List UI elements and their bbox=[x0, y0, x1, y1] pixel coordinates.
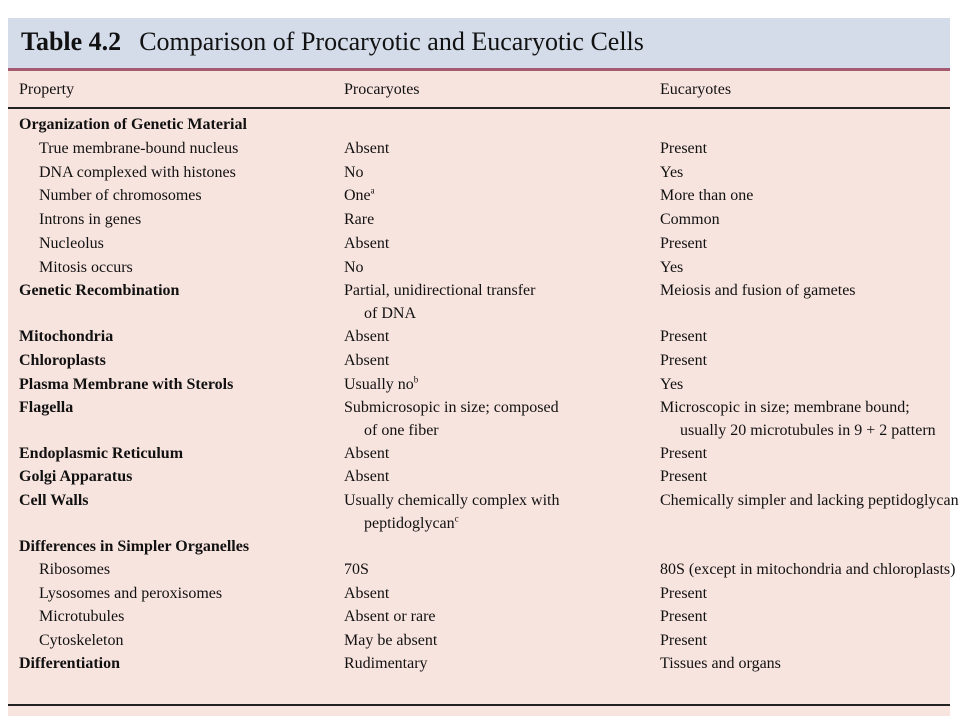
footer-rule bbox=[8, 704, 950, 706]
procaryotes-value: Partial, unidirectional transfer bbox=[344, 282, 536, 299]
procaryotes-value: Absent bbox=[344, 352, 390, 369]
procaryotes-value: Rudimentary bbox=[344, 655, 428, 672]
eucaryotes-value-continuation: usually 20 microtubules in 9 + 2 pattern bbox=[680, 422, 936, 439]
property-cell: Introns in genes bbox=[39, 211, 142, 228]
property-cell: DNA complexed with histones bbox=[39, 164, 236, 181]
eucaryotes-cell bbox=[660, 396, 936, 442]
procaryotes-value: Usually no bbox=[344, 376, 414, 393]
property-cell: Microtubules bbox=[39, 608, 125, 625]
procaryotes-cell bbox=[344, 582, 389, 605]
procaryotes-cell bbox=[344, 325, 389, 348]
footnote-marker: a bbox=[370, 185, 375, 196]
table-caption: Comparison of Procaryotic and Eucaryotic Cells bbox=[139, 27, 644, 56]
table-panel bbox=[8, 18, 959, 716]
procaryotes-value: Absent bbox=[344, 328, 390, 345]
eucaryotes-cell bbox=[660, 161, 683, 184]
procaryotes-value: Absent bbox=[344, 235, 390, 252]
eucaryotes-value: Yes bbox=[660, 259, 684, 276]
eucaryotes-cell bbox=[660, 325, 707, 348]
procaryotes-cell bbox=[344, 442, 389, 465]
procaryotes-value: Rare bbox=[344, 211, 375, 228]
eucaryotes-value: Present bbox=[660, 328, 708, 345]
eucaryotes-value: Present bbox=[660, 445, 708, 462]
eucaryotes-value: Present bbox=[660, 585, 708, 602]
procaryotes-cell bbox=[344, 137, 389, 160]
procaryotes-cell bbox=[344, 465, 389, 488]
property-cell: Differences in Simpler Organelles bbox=[19, 538, 250, 555]
table-number: Table 4.2 bbox=[21, 27, 122, 56]
procaryotes-cell bbox=[344, 396, 559, 442]
property-cell: Lysosomes and peroxisomes bbox=[39, 585, 223, 602]
procaryotes-value: Absent bbox=[344, 468, 390, 485]
procaryotes-cell bbox=[344, 232, 389, 255]
procaryotes-value: Absent bbox=[344, 445, 390, 462]
procaryotes-cell bbox=[344, 184, 375, 207]
eucaryotes-cell bbox=[660, 373, 683, 396]
property-cell: Number of chromosomes bbox=[39, 187, 202, 204]
procaryotes-value: No bbox=[344, 164, 364, 181]
property-cell: Mitosis occurs bbox=[39, 259, 133, 276]
header-rule bbox=[8, 107, 950, 109]
procaryotes-value: May be absent bbox=[344, 632, 438, 649]
eucaryotes-cell bbox=[660, 489, 959, 512]
title-divider bbox=[8, 68, 950, 71]
procaryotes-cell bbox=[344, 605, 436, 628]
procaryotes-cell bbox=[344, 629, 437, 652]
eucaryotes-cell bbox=[660, 629, 707, 652]
property-cell: True membrane-bound nucleus bbox=[39, 140, 239, 157]
procaryotes-cell bbox=[344, 489, 560, 535]
property-cell: Nucleolus bbox=[39, 235, 104, 252]
procaryotes-cell bbox=[344, 161, 364, 184]
column-header-eucaryotes: Eucaryotes bbox=[660, 81, 732, 98]
procaryotes-value-line2 bbox=[344, 512, 560, 535]
eucaryotes-value: Common bbox=[660, 211, 720, 228]
eucaryotes-cell bbox=[660, 442, 707, 465]
eucaryotes-cell bbox=[660, 232, 707, 255]
property-cell: Flagella bbox=[19, 399, 74, 416]
eucaryotes-value: Present bbox=[660, 352, 708, 369]
procaryotes-cell bbox=[344, 256, 364, 279]
eucaryotes-cell bbox=[660, 137, 707, 160]
property-cell: Ribosomes bbox=[39, 561, 111, 578]
procaryotes-value: No bbox=[344, 259, 364, 276]
procaryotes-cell bbox=[344, 208, 374, 231]
eucaryotes-value: Present bbox=[660, 608, 708, 625]
eucaryotes-cell bbox=[660, 349, 707, 372]
procaryotes-cell bbox=[344, 279, 535, 325]
property-cell: Golgi Apparatus bbox=[19, 468, 133, 485]
eucaryotes-cell bbox=[660, 605, 707, 628]
eucaryotes-value: 80S (except in mitochondria and chloroplasts) bbox=[660, 561, 956, 578]
property-cell: Cytoskeleton bbox=[39, 632, 124, 649]
eucaryotes-value: Present bbox=[660, 468, 708, 485]
table-title bbox=[21, 27, 644, 57]
eucaryotes-value: Tissues and organs bbox=[660, 655, 781, 672]
eucaryotes-cell bbox=[660, 208, 720, 231]
procaryotes-value: Usually chemically complex with bbox=[344, 492, 560, 509]
eucaryotes-value: More than one bbox=[660, 187, 754, 204]
procaryotes-value: Absent or rare bbox=[344, 608, 436, 625]
eucaryotes-cell bbox=[660, 652, 781, 675]
procaryotes-value-continuation: peptidoglycan bbox=[364, 515, 455, 532]
eucaryotes-cell bbox=[660, 184, 753, 207]
column-header-procaryotes: Procaryotes bbox=[344, 81, 420, 98]
procaryotes-cell bbox=[344, 373, 418, 396]
procaryotes-value: Absent bbox=[344, 140, 390, 157]
eucaryotes-value: Yes bbox=[660, 376, 684, 393]
property-cell: Endoplasmic Reticulum bbox=[19, 445, 184, 462]
procaryotes-value-line2 bbox=[344, 302, 535, 325]
eucaryotes-cell bbox=[660, 279, 856, 302]
eucaryotes-value: Chemically simpler and lacking peptidoglycan bbox=[660, 492, 959, 509]
property-cell: Cell Walls bbox=[19, 492, 89, 509]
eucaryotes-cell bbox=[660, 558, 955, 581]
procaryotes-value: Submicrosopic in size; composed bbox=[344, 399, 559, 416]
eucaryotes-value: Yes bbox=[660, 164, 684, 181]
procaryotes-value: Absent bbox=[344, 585, 390, 602]
property-cell: Chloroplasts bbox=[19, 352, 106, 369]
eucaryotes-cell bbox=[660, 465, 707, 488]
eucaryotes-value: Meiosis and fusion of gametes bbox=[660, 282, 856, 299]
procaryotes-value: 70S bbox=[344, 561, 369, 578]
procaryotes-value: One bbox=[344, 187, 371, 204]
eucaryotes-cell bbox=[660, 582, 707, 605]
property-cell: Mitochondria bbox=[19, 328, 114, 345]
footnote-marker: b bbox=[413, 374, 419, 385]
property-cell: Organization of Genetic Material bbox=[19, 116, 247, 133]
eucaryotes-cell bbox=[660, 256, 683, 279]
eucaryotes-value: Present bbox=[660, 235, 708, 252]
procaryotes-value-line2 bbox=[344, 419, 559, 442]
procaryotes-cell bbox=[344, 652, 428, 675]
property-cell: Plasma Membrane with Sterols bbox=[19, 376, 234, 393]
procaryotes-value-continuation: of one fiber bbox=[364, 422, 439, 439]
footnote-marker: c bbox=[454, 513, 459, 524]
eucaryotes-value: Present bbox=[660, 632, 708, 649]
property-cell: Differentiation bbox=[19, 655, 121, 672]
procaryotes-value-continuation: of DNA bbox=[364, 305, 416, 322]
eucaryotes-value: Microscopic in size; membrane bound; bbox=[660, 399, 910, 416]
column-header-property: Property bbox=[19, 81, 75, 98]
property-cell: Genetic Recombination bbox=[19, 282, 180, 299]
procaryotes-cell bbox=[344, 349, 389, 372]
eucaryotes-value: Present bbox=[660, 140, 708, 157]
title-band bbox=[8, 18, 950, 68]
procaryotes-cell bbox=[344, 558, 369, 581]
